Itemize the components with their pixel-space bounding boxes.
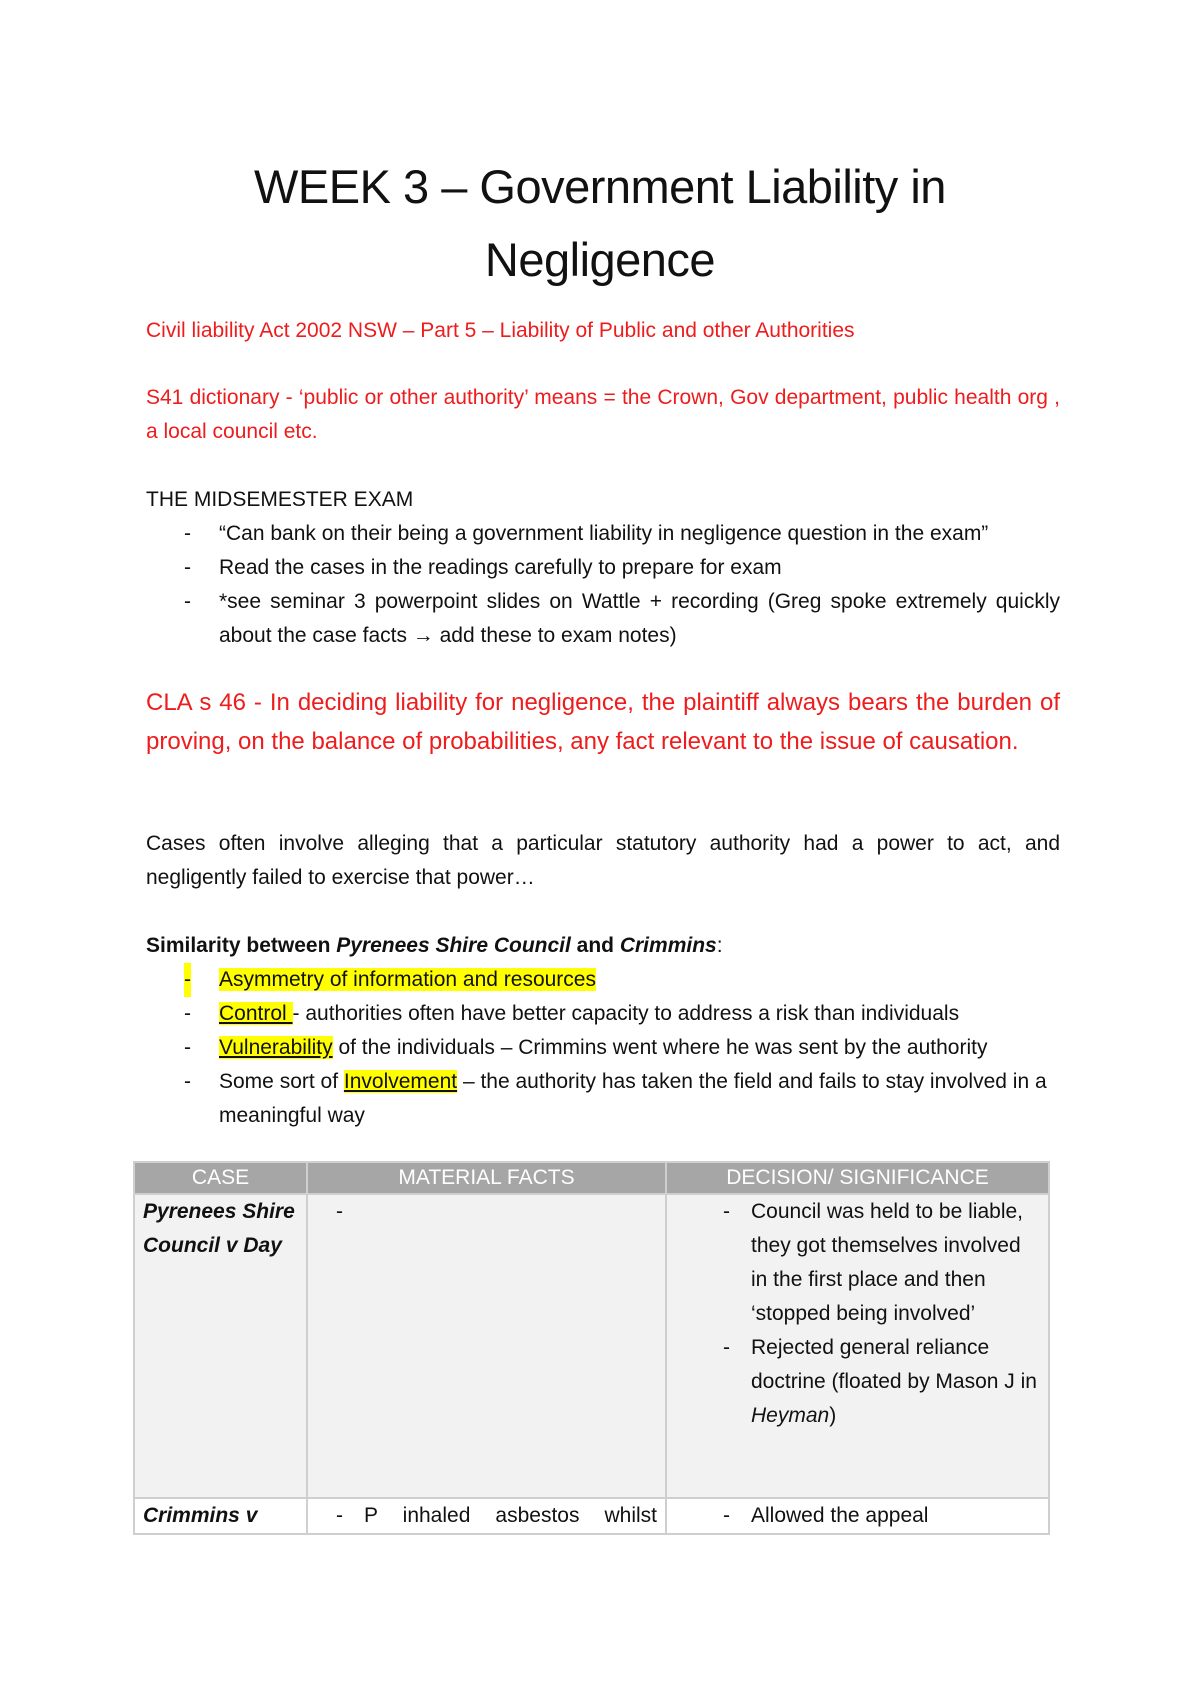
list-item-text: Council was held to be liable, they got themselves involved in the first place and then ‘stopped being involved’: [751, 1200, 1023, 1325]
similarity-list: [146, 963, 1060, 1133]
bullet-dash: -: [184, 590, 191, 613]
similarity-heading: [146, 929, 1060, 963]
case-ref: Pyrenees Shire Council: [336, 934, 571, 957]
list-item: [146, 585, 1060, 653]
list-item: [675, 1195, 1040, 1331]
list-item-text: of the individuals – Crimmins went where he was sent by the authority: [332, 1036, 988, 1059]
list-item-text: Some sort of: [219, 1070, 344, 1093]
highlight-text: Asymmetry of information and resources: [219, 968, 596, 991]
similarity-lead: Similarity between: [146, 934, 337, 957]
list-item: [146, 551, 1060, 585]
case-cell: [134, 1498, 307, 1534]
list-item-text: Read the cases in the readings carefully to prepare for exam: [219, 556, 782, 579]
list-item: [146, 1065, 1060, 1133]
list-item-text: “Can bank on their being a government liability in negligence question in the exam”: [219, 522, 989, 545]
bullet-dash: -: [723, 1200, 730, 1223]
list-item: [288, 1499, 657, 1533]
table-header-row: [134, 1162, 1049, 1194]
case-name: Pyrenees Shire Council v Day: [143, 1200, 295, 1257]
list-item: [146, 517, 1060, 551]
table-row: [134, 1498, 1049, 1534]
decision-cell: [666, 1498, 1049, 1534]
cases-intro: Cases often involve alleging that a particular statutory authority had a power to act, and negligently failed to exercise that power…: [146, 832, 1060, 889]
facts-cell: [307, 1194, 666, 1498]
list-item-text: *see seminar 3 powerpoint slides on Wattle + recording (Greg spoke extremely quickly about the case facts → add these to exam notes): [219, 590, 1060, 647]
bullet-dash: -: [336, 1504, 343, 1527]
bullet-dash: -: [184, 1002, 191, 1025]
highlight-text: Involvement: [343, 1070, 458, 1093]
bullet-dash: -: [184, 522, 191, 545]
bullet-dash: -: [723, 1336, 730, 1359]
bullet-dash: -: [184, 1036, 191, 1059]
table-header-decision: DECISION/ SIGNIFICANCE: [666, 1162, 1049, 1194]
bullet-dash: -: [184, 963, 191, 997]
list-item: [146, 963, 1060, 997]
cases-table: [133, 1161, 1050, 1535]
highlight-text: Control: [219, 1002, 293, 1025]
table-header-facts: MATERIAL FACTS: [307, 1162, 666, 1194]
list-item-text: – the authority has taken the field and fails to stay involved in a meaningful way: [219, 1070, 1047, 1127]
table-row: [134, 1194, 1049, 1498]
table-header-case: CASE: [134, 1162, 307, 1194]
list-item: [675, 1331, 1040, 1433]
list-item-text: P inhaled asbestos whilst: [364, 1504, 657, 1527]
bullet-dash: -: [723, 1504, 730, 1527]
list-item: [675, 1499, 1040, 1533]
list-item: [146, 997, 1060, 1031]
similarity-colon: :: [716, 934, 723, 957]
page-title: WEEK 3 – Government Liability in Negligence: [254, 160, 946, 286]
bullet-dash: -: [184, 556, 191, 579]
exam-heading: THE MIDSEMESTER EXAM: [146, 488, 414, 511]
s46-causation: CLA s 46 - In deciding liability for negligence, the plaintiff always bears the burden of proving, on the balance of probabilities, any fact relevant to the issue of causation.: [146, 689, 1060, 755]
bullet-dash: -: [336, 1200, 343, 1223]
exam-list: [146, 517, 1060, 653]
highlight-text: Vulnerability: [219, 1036, 333, 1059]
facts-cell: [307, 1498, 666, 1534]
list-item: [146, 1031, 1060, 1065]
s41-definition: S41 dictionary - ‘public or other authority’ means = the Crown, Gov department, public health org , a local council etc.: [146, 386, 1060, 443]
decision-cell: [666, 1194, 1049, 1498]
case-ref: Crimmins: [619, 934, 717, 957]
list-item-text: - authorities often have better capacity to address a risk than individuals: [292, 1002, 960, 1025]
case-cell: [134, 1194, 307, 1498]
list-item-text: Allowed the appeal: [751, 1504, 929, 1527]
act-heading: Civil liability Act 2002 NSW – Part 5 – Liability of Public and other Authorities: [146, 319, 855, 342]
case-ref: Heyman: [751, 1404, 830, 1427]
list-item-text: ): [829, 1404, 837, 1427]
case-name: Crimmins v: [143, 1504, 258, 1527]
list-item-text: Rejected general reliance doctrine (floated by Mason J in: [751, 1336, 1037, 1393]
similarity-and: and: [570, 934, 620, 957]
bullet-dash: -: [184, 1070, 191, 1093]
